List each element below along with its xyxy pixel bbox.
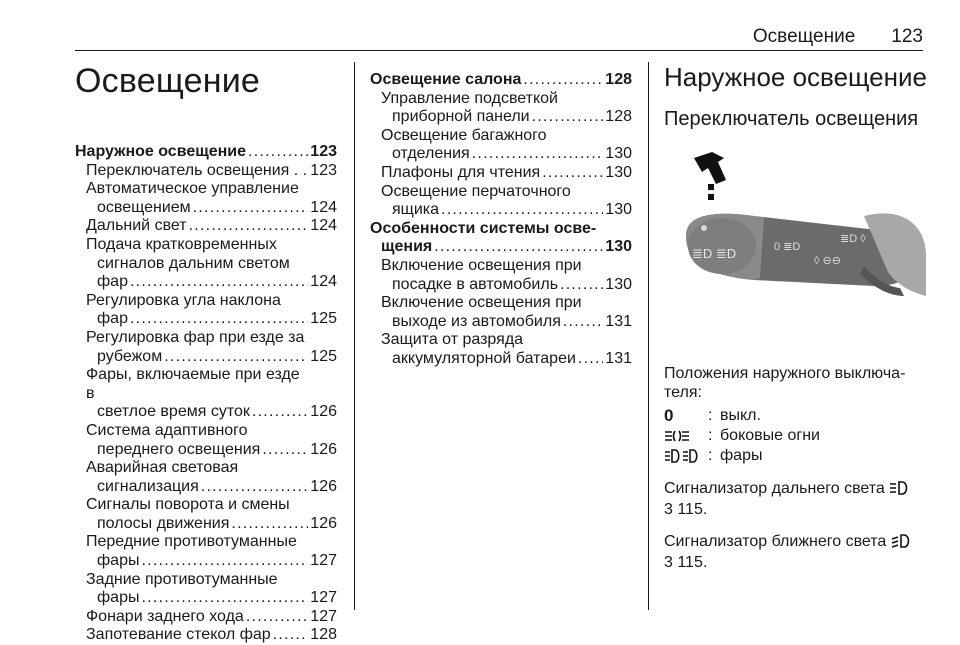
toc-entry-text: Подача кратковременных <box>86 235 277 253</box>
toc-entry-text: Включение освещения при <box>381 256 582 274</box>
toc-entry-text: отделения <box>392 145 470 163</box>
toc-page-number: 126 <box>310 440 337 458</box>
toc-page-number: 130 <box>605 238 632 256</box>
toc-entry-text: Сигналы поворота и смены <box>86 496 290 514</box>
high-beam-icon <box>889 481 909 500</box>
toc-entry[interactable] <box>75 626 337 645</box>
toc-entry[interactable] <box>75 533 337 570</box>
toc-entry[interactable] <box>370 164 632 183</box>
low-beam-icon <box>891 534 911 553</box>
legend-row-headlights: : фары <box>664 446 929 466</box>
toc-entry-text: фар <box>97 273 128 291</box>
toc-entry[interactable] <box>75 366 337 422</box>
toc-entry-text: ящика <box>392 201 440 219</box>
toc-entry-text: щения <box>381 238 433 256</box>
toc-page-number: 127 <box>310 552 337 570</box>
zero-symbol: 0 <box>664 406 674 425</box>
toc-leader <box>472 145 604 164</box>
toc-entry-text: светлое время суток <box>97 403 250 421</box>
toc-entry[interactable] <box>370 127 632 164</box>
svg-text:◊ ⊖⊖: ◊ ⊖⊖ <box>814 255 841 267</box>
toc-middle-column <box>370 71 632 369</box>
toc-entry-text: Защита от разряда <box>381 331 524 349</box>
toc-leader <box>231 515 308 534</box>
toc-entry[interactable] <box>370 71 632 90</box>
toc-entry[interactable] <box>75 236 337 292</box>
toc-leader <box>563 313 603 332</box>
subsection-title: Переключатель освещения <box>664 108 919 130</box>
toc-leader <box>441 201 603 220</box>
toc-leader <box>164 348 308 367</box>
running-head <box>753 26 923 48</box>
legend-row-off: 0 : выкл. <box>664 406 761 425</box>
toc-leader <box>523 71 603 90</box>
toc-entry-text: фары <box>97 589 140 607</box>
toc-leader <box>532 108 604 127</box>
headlights-icon <box>664 449 708 463</box>
toc-page-number: 130 <box>605 201 632 219</box>
toc-page-number: 126 <box>310 477 337 495</box>
toc-entry[interactable] <box>75 180 337 217</box>
toc-entry-text: Особенности системы осве- <box>370 219 597 237</box>
toc-entry[interactable] <box>75 571 337 608</box>
running-head-title: Освещение <box>752 26 856 47</box>
toc-entry-text: Задние противотуманные <box>86 570 278 588</box>
toc-entry[interactable] <box>75 496 337 533</box>
toc-page-number: 128 <box>310 626 337 644</box>
toc-leader <box>542 164 603 183</box>
legend-text-headlights: фары <box>720 447 763 464</box>
toc-page-number: 128 <box>605 108 632 126</box>
toc-entry-text: переднего освещения <box>97 440 261 458</box>
toc-entry[interactable] <box>75 459 337 496</box>
toc-page-number: 124 <box>310 217 337 235</box>
column-divider-right <box>648 62 649 610</box>
toc-page-number: 131 <box>605 349 632 367</box>
section-title: Наружное освещение <box>664 62 927 92</box>
toc-entry[interactable] <box>370 257 632 294</box>
toc-entry[interactable] <box>75 422 337 459</box>
toc-entry-text: полосы движения <box>97 514 230 532</box>
toc-page-number: 130 <box>605 275 632 293</box>
toc-page-number: 127 <box>310 589 337 607</box>
toc-leader <box>141 552 308 571</box>
toc-leader <box>578 350 603 369</box>
toc-leader <box>262 441 308 460</box>
toc-entry[interactable] <box>370 294 632 331</box>
legend-text-parking: боковые огни <box>720 427 820 444</box>
toc-entry-text: фары <box>97 552 140 570</box>
header-rule <box>75 50 923 51</box>
high-beam-page-ref[interactable]: 3 115. <box>664 501 708 518</box>
toc-page-number: 123 <box>310 161 337 179</box>
toc-entry-text: Управление подсветкой <box>381 89 558 107</box>
toc-entry[interactable] <box>370 331 632 368</box>
toc-entry-text: выходе из автомобиля <box>392 312 561 330</box>
toc-entry[interactable] <box>75 162 337 181</box>
toc-entry-text: сигналов дальним светом <box>97 254 290 272</box>
toc-entry-text: Регулировка угла наклона <box>86 291 281 309</box>
toc-leader <box>273 626 309 645</box>
toc-leader <box>141 589 308 608</box>
toc-entry[interactable] <box>75 608 337 627</box>
svg-text:≣D ≣D: ≣D ≣D <box>692 246 737 261</box>
low-beam-page-ref[interactable]: 3 115. <box>664 554 708 571</box>
column-divider-left <box>354 62 355 610</box>
right-column <box>664 62 929 572</box>
light-switch-illustration <box>664 146 926 352</box>
legend-text-off: выкл. <box>720 407 761 424</box>
toc-page-number: 126 <box>310 403 337 421</box>
toc-page-number: 124 <box>310 198 337 216</box>
legend-row-parking: : боковые огни <box>664 426 929 446</box>
toc-page-number: 131 <box>605 312 632 330</box>
toc-leader <box>252 403 308 422</box>
toc-entry[interactable] <box>75 292 337 329</box>
toc-entry-text: Освещение салона <box>370 71 522 88</box>
toc-entry[interactable] <box>75 217 337 236</box>
low-beam-indicator-note: Сигнализатор ближнего света 3 115. <box>664 532 929 572</box>
toc-entry-text: Дальний свет <box>86 217 187 235</box>
toc-entry-text: Фары, включаемые при езде в <box>86 366 300 402</box>
toc-entry-text: Регулировка фар при езде за <box>86 328 305 346</box>
toc-entry-text: Переключатель освещения . . <box>86 161 308 179</box>
toc-entry-text: Фонари заднего хода <box>86 607 244 625</box>
toc-entry[interactable] <box>75 329 337 366</box>
toc-leader <box>434 238 603 257</box>
toc-entry-text: Освещение багажного <box>381 126 547 144</box>
toc-entry-text: Аварийная световая <box>86 459 239 477</box>
toc-page-number: 127 <box>310 607 337 625</box>
toc-entry-text: Включение освещения при <box>381 294 582 312</box>
toc-leader <box>246 608 308 627</box>
svg-text:≣D ◊: ≣D ◊ <box>840 233 866 245</box>
toc-leader <box>130 273 308 292</box>
toc-page-number: 128 <box>605 71 632 88</box>
high-beam-indicator-note: Сигнализатор дальнего света 3 115. <box>664 479 929 519</box>
toc-entry-text: Освещение перчаточного <box>381 182 571 200</box>
parking-lights-icon <box>664 429 708 443</box>
toc-entry[interactable] <box>75 143 337 162</box>
toc-page-number: 126 <box>310 514 337 532</box>
figure-caption: Положения наружного выключа-теля: <box>664 365 906 401</box>
toc-entry-text: Автоматическое управление <box>86 180 299 198</box>
toc-page-number: 125 <box>310 347 337 365</box>
toc-leader <box>248 143 308 162</box>
legend <box>664 406 929 466</box>
toc-entry[interactable] <box>370 220 632 257</box>
toc-entry-text: сигнализация <box>97 477 199 495</box>
toc-entry-text: Запотевание стекол фар <box>86 626 271 644</box>
toc-leader <box>130 310 308 329</box>
toc-page-number: 125 <box>310 310 337 328</box>
toc-entry-text: Система адаптивного <box>86 421 248 439</box>
toc-left-column <box>75 143 337 645</box>
toc-leader <box>189 217 309 236</box>
toc-entry-text: аккумуляторной батареи <box>392 349 576 367</box>
toc-leader <box>201 478 309 497</box>
toc-entry-text: приборной панели <box>392 108 530 126</box>
toc-leader <box>193 199 309 218</box>
toc-entry-text: освещением <box>97 198 191 216</box>
toc-page-number: 130 <box>605 145 632 163</box>
svg-text:0 ≣D: 0 ≣D <box>774 241 801 253</box>
toc-page-number: 123 <box>310 143 337 160</box>
toc-entry-text: посадке в автомобиль <box>392 275 559 293</box>
toc-entry-text: Плафоны для чтения <box>381 163 541 181</box>
toc-entry-text: рубежом <box>97 347 163 365</box>
toc-entry-text: Передние противотуманные <box>86 533 297 551</box>
toc-leader <box>560 276 603 295</box>
light-switch-drawing <box>664 146 926 352</box>
toc-entry[interactable] <box>370 90 632 127</box>
toc-page-number: 130 <box>605 163 632 181</box>
toc-entry-text: фар <box>97 310 128 328</box>
chapter-title: Освещение <box>75 62 261 100</box>
toc-entry-text: Наружное освещение <box>75 143 247 160</box>
toc-page-number: 124 <box>310 273 337 291</box>
toc-entry[interactable] <box>370 183 632 220</box>
page-number: 123 <box>891 26 923 47</box>
